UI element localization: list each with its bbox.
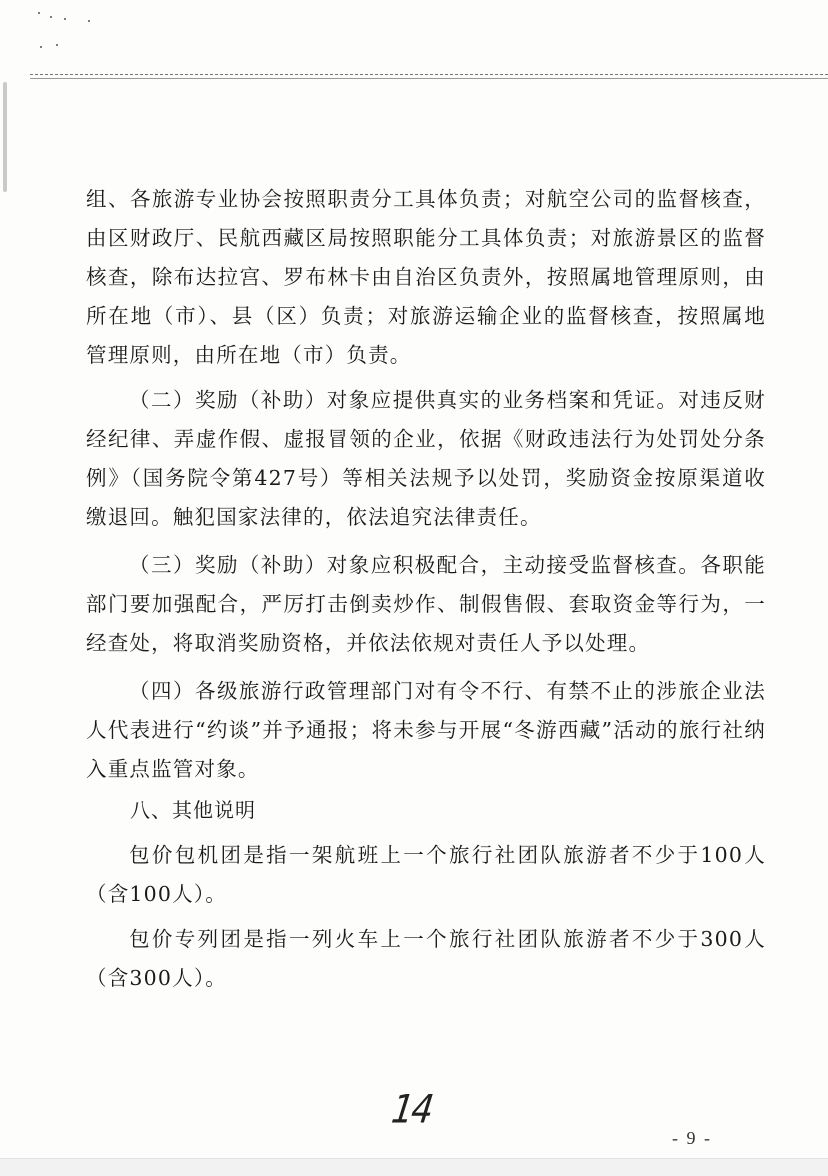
paragraph-item-3: （三）奖励（补助）对象应积极配合，主动接受监督核查。各职能部门要加强配合，严厉打击倒卖炒作、制假售假、套取资金等行为，一经查处，将取消奖励资格，并依法依规对责任人予以处理。 [86, 553, 766, 655]
page-number: - 9 - [672, 1128, 712, 1148]
note-charter-train: 包价专列团是指一列火车上一个旅行社团队旅游者不少于300人（含300人）。 [86, 927, 766, 990]
handwritten-page-mark: 14 [388, 1087, 435, 1133]
section-heading: 八、其他说明 [130, 798, 256, 822]
header-rule [30, 74, 828, 75]
paragraph-item-4: （四）各级旅游行政管理部门对有令不行、有禁不止的涉旅企业法人代表进行“约谈”并予通报；将未参与开展“冬游西藏”活动的旅行社纳入重点监管对象。 [86, 679, 766, 781]
header-rule-secondary [30, 78, 828, 79]
scrollbar[interactable] [3, 82, 7, 192]
page-bottom-edge [0, 1158, 828, 1176]
note-charter-flight: 包价包机团是指一架航班上一个旅行社团队旅游者不少于100人（含100人）。 [86, 843, 766, 906]
paragraph-item-2: （二）奖励（补助）对象应提供真实的业务档案和凭证。对违反财经纪律、弄虚作假、虚报冒领的企业，依据《财政违法行为处罚处分条例》（国务院令第427号）等相关法规予以处罚，奖励资金按原渠道收缴退回。触犯国家法律的，依法追究法律责任。 [86, 388, 766, 529]
paragraph-continued: 组、各旅游专业协会按照职责分工具体负责；对航空公司的监督核查，由区财政厅、民航西藏区局按照职能分工具体负责；对旅游景区的监督核查，除布达拉宫、罗布林卡由自治区负责外，按照属地管理原则，由所在地（市）、县（区）负责；对旅游运输企业的监督核查，按照属地管理原则，由所在地（市）负责。 [86, 187, 766, 367]
document-body [86, 180, 766, 998]
scan-specks [30, 6, 110, 56]
